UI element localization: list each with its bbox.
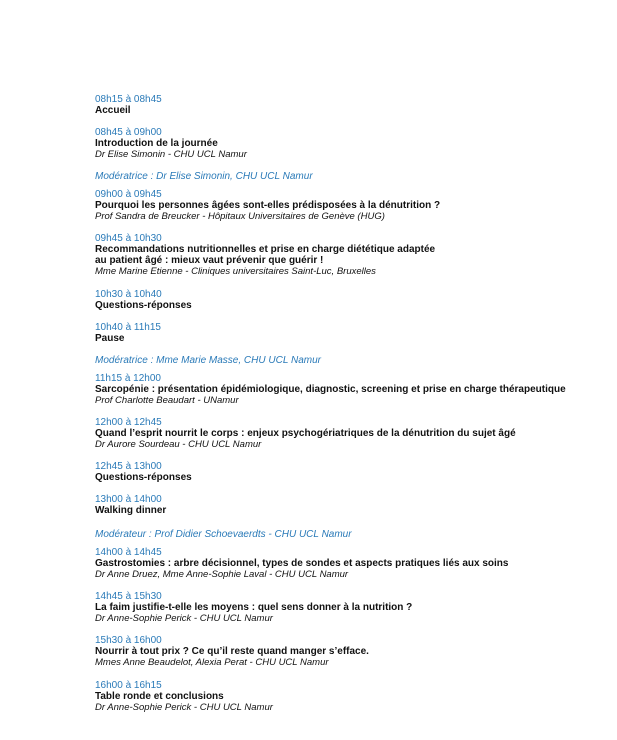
session-title: Table ronde et conclusions: [95, 691, 224, 702]
session-time: 13h00 à 14h00: [95, 494, 162, 505]
session-title: Gastrostomies : arbre décisionnel, types de sondes et aspects pratiques liés aux soins: [95, 558, 509, 569]
session-speaker: Prof Sandra de Breucker - Hôpitaux Universitaires de Genève (HUG): [95, 211, 385, 222]
session-speaker: Dr Anne-Sophie Perick - CHU UCL Namur: [95, 702, 273, 713]
session-title: Pourquoi les personnes âgées sont-elles prédisposées à la dénutrition ?: [95, 200, 441, 211]
session-speaker: Mmes Anne Beaudelot, Alexia Perat - CHU UCL Namur: [95, 657, 329, 668]
session-time: 11h15 à 12h00: [95, 373, 161, 384]
session-time: 09h00 à 09h45: [95, 189, 162, 200]
session-title: La faim justifie-t-elle les moyens : quel sens donner à la nutrition ?: [95, 602, 413, 613]
session-speaker: Dr Elise Simonin - CHU UCL Namur: [95, 149, 247, 160]
session-time: 14h45 à 15h30: [95, 591, 162, 602]
session-time: 14h00 à 14h45: [95, 547, 162, 558]
session-title: Questions-réponses: [95, 472, 192, 483]
session-time: 10h40 à 11h15: [95, 322, 161, 333]
session-speaker: Dr Anne Druez, Mme Anne-Sophie Laval - CHU UCL Namur: [95, 569, 349, 580]
session-title: Questions-réponses: [95, 300, 192, 311]
session-speaker: Mme Marine Etienne - Cliniques universitaires Saint-Luc, Bruxelles: [95, 266, 376, 277]
session-title: Accueil: [95, 105, 131, 116]
session-title: Quand l’esprit nourrit le corps : enjeux psychogériatriques de la dénutrition du sujet âgé: [95, 428, 516, 439]
session-time: 09h45 à 10h30: [95, 233, 162, 244]
session-speaker: Dr Anne-Sophie Perick - CHU UCL Namur: [95, 613, 273, 624]
session-time: 08h15 à 08h45: [95, 94, 162, 105]
session-title: Nourrir à tout prix ? Ce qu’il reste quand manger s’efface.: [95, 646, 369, 657]
moderator-line: Modératrice : Mme Marie Masse, CHU UCL Namur: [95, 355, 321, 366]
session-title: Pause: [95, 333, 125, 344]
session-time: 15h30 à 16h00: [95, 635, 162, 646]
session-time: 08h45 à 09h00: [95, 127, 162, 138]
moderator-line: Modératrice : Dr Elise Simonin, CHU UCL Namur: [95, 171, 313, 182]
moderator-line: Modérateur : Prof Didier Schoevaerdts - CHU UCL Namur: [95, 529, 352, 540]
session-speaker: Dr Aurore Sourdeau - CHU UCL Namur: [95, 439, 262, 450]
session-time: 12h00 à 12h45: [95, 417, 162, 428]
session-time: 10h30 à 10h40: [95, 289, 162, 300]
session-time: 12h45 à 13h00: [95, 461, 162, 472]
session-title-continued: au patient âgé : mieux vaut prévenir que guérir !: [95, 255, 324, 266]
session-time: 16h00 à 16h15: [95, 680, 162, 691]
session-title: Introduction de la journée: [95, 138, 218, 149]
session-title: Recommandations nutritionnelles et prise en charge diététique adaptée: [95, 244, 436, 255]
session-title: Walking dinner: [95, 505, 167, 516]
session-title: Sarcopénie : présentation épidémiologique, diagnostic, screening et prise en charge thérapeutique: [95, 384, 566, 395]
session-speaker: Prof Charlotte Beaudart - UNamur: [95, 395, 239, 406]
